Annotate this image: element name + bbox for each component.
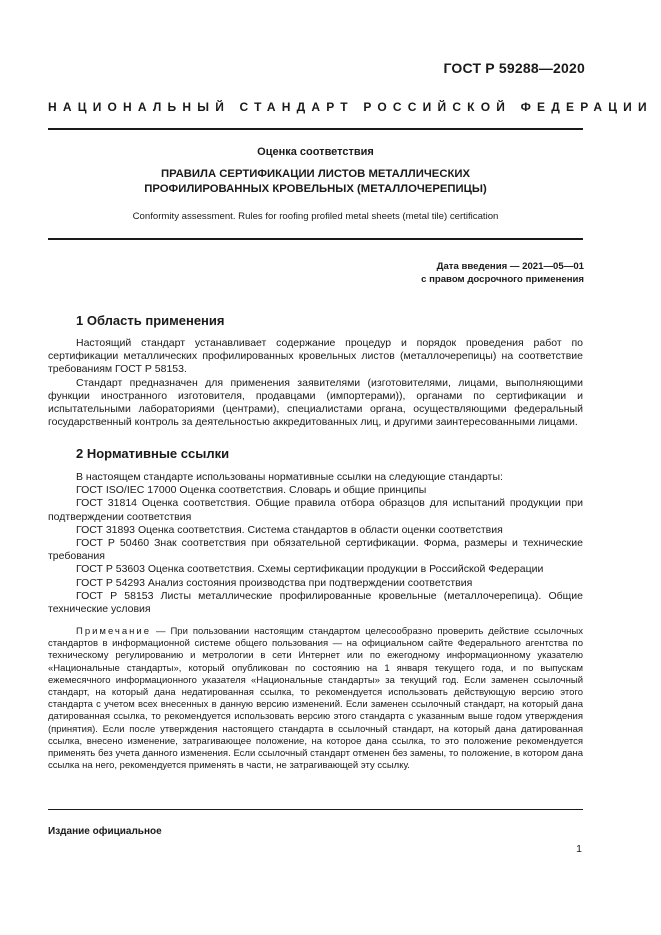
early-application-note: с правом досрочного применения <box>421 274 584 285</box>
note-text: — При пользовании настоящим стандартом целесообразно проверить действие ссылочных стандартов в информационной системе общего пользования — на официальном сайте Федерального агентства по техническому регулированию и метрологии в сети Интернет или по ежегодному информационному указателю «Национальные стандарты», который опубликован по состоянию на 1 января текущего года, и по выпускам ежемесячного информационного указателя «Национальные стандарты» за текущий год. Если заменен ссылочный стандарт, на который дана недатированная ссылка, то рекомендуется использовать действующую версию этого стандарта с учетом всех внесенных в данную версию изменений. Если заменен ссылочный стандарт, на который дана датированная ссылка, то рекомендуется использовать версию этого стандарта с указанным выше годом утверждения (принятия). Если после утверждения настоящего стандарта в ссылочный стандарт, на который дана датированная ссылка, внесено изменение, затрагивающее положение, на которое дана ссылка, то это положение рекомендуется применять без учета данного изменения. Если ссылочный стандарт отменен без замены, то положение, в котором дана ссылка на него, рекомендуется применять в части, не затрагивающей эту ссылку. <box>48 626 583 772</box>
page-number: 1 <box>576 843 582 855</box>
introduction-date-block <box>421 260 584 286</box>
title-divider <box>48 238 583 240</box>
reference-item: ГОСТ 31893 Оценка соответствия. Система стандартов в области оценки соответствия <box>76 523 503 536</box>
title-line-2: ПРОФИЛИРОВАННЫХ КРОВЕЛЬНЫХ (МЕТАЛЛОЧЕРЕПИЦЫ) <box>144 183 487 195</box>
official-edition-label: Издание официальное <box>48 826 162 837</box>
document-category: Оценка соответствия <box>257 146 374 158</box>
reference-item: ГОСТ 31814 Оценка соответствия. Общие правила отбора образцов для испытаний продукции при подтверждении соответствия <box>48 497 583 523</box>
section-1-heading: 1 Область применения <box>76 313 225 328</box>
introduction-date: Дата введения — 2021—05—01 <box>436 261 584 272</box>
section-1-body <box>48 337 583 429</box>
references-intro: В настоящем стандарте использованы нормативные ссылки на следующие стандарты: <box>76 471 503 483</box>
reference-item: ГОСТ Р 58153 Листы металлические профилированные кровельные (металлочерепица). Общие технические условия <box>48 589 583 616</box>
reference-item: ГОСТ Р 54293 Анализ состояния производства при подтверждении соответствия <box>76 576 473 589</box>
title-line-1: ПРАВИЛА СЕРТИФИКАЦИИ ЛИСТОВ МЕТАЛЛИЧЕСКИХ <box>160 168 471 180</box>
reference-item: ГОСТ Р 50460 Знак соответствия при обязательной сертификации. Форма, размеры и технические требования <box>48 537 583 563</box>
paragraph: Стандарт предназначен для применения заявителями (изготовителями, лицами, выполняющими функции иностранного изготовителя, продавцами (импортерами)), органами по сертификации и испытательными лабораториями (центрами), специалистами органа, осуществляющими федеральный государственный контроль за деятельностью аккредитованных лиц, и другими заинтересованными лицами. <box>48 376 583 429</box>
reference-item: ГОСТ Р 53603 Оценка соответствия. Схемы сертификации продукции в Российской Федерации <box>76 563 544 576</box>
top-divider <box>48 128 583 130</box>
document-title <box>48 167 583 197</box>
note-block <box>48 626 583 772</box>
footer-divider <box>48 809 583 810</box>
paragraph: Настоящий стандарт устанавливает содержание процедур и порядок проведения работ по сертификации металлических профилированных кровельных листов (металлочерепицы) на соответствие требованиям ГОСТ Р 58153. <box>48 337 583 376</box>
english-title: Conformity assessment. Rules for roofing profiled metal sheets (metal tile) certification <box>132 211 499 222</box>
note-paragraph <box>48 626 583 772</box>
section-2-heading: 2 Нормативные ссылки <box>76 446 230 461</box>
note-label: Примечание <box>76 626 151 637</box>
reference-item: ГОСТ ISO/IEC 17000 Оценка соответствия. Словарь и общие принципы <box>76 484 427 497</box>
section-2-body <box>48 471 583 616</box>
standard-number: ГОСТ Р 59288—2020 <box>443 60 585 76</box>
national-standard-banner: НАЦИОНАЛЬНЫЙ СТАНДАРТ РОССИЙСКОЙ ФЕДЕРАЦИИ <box>48 100 653 114</box>
